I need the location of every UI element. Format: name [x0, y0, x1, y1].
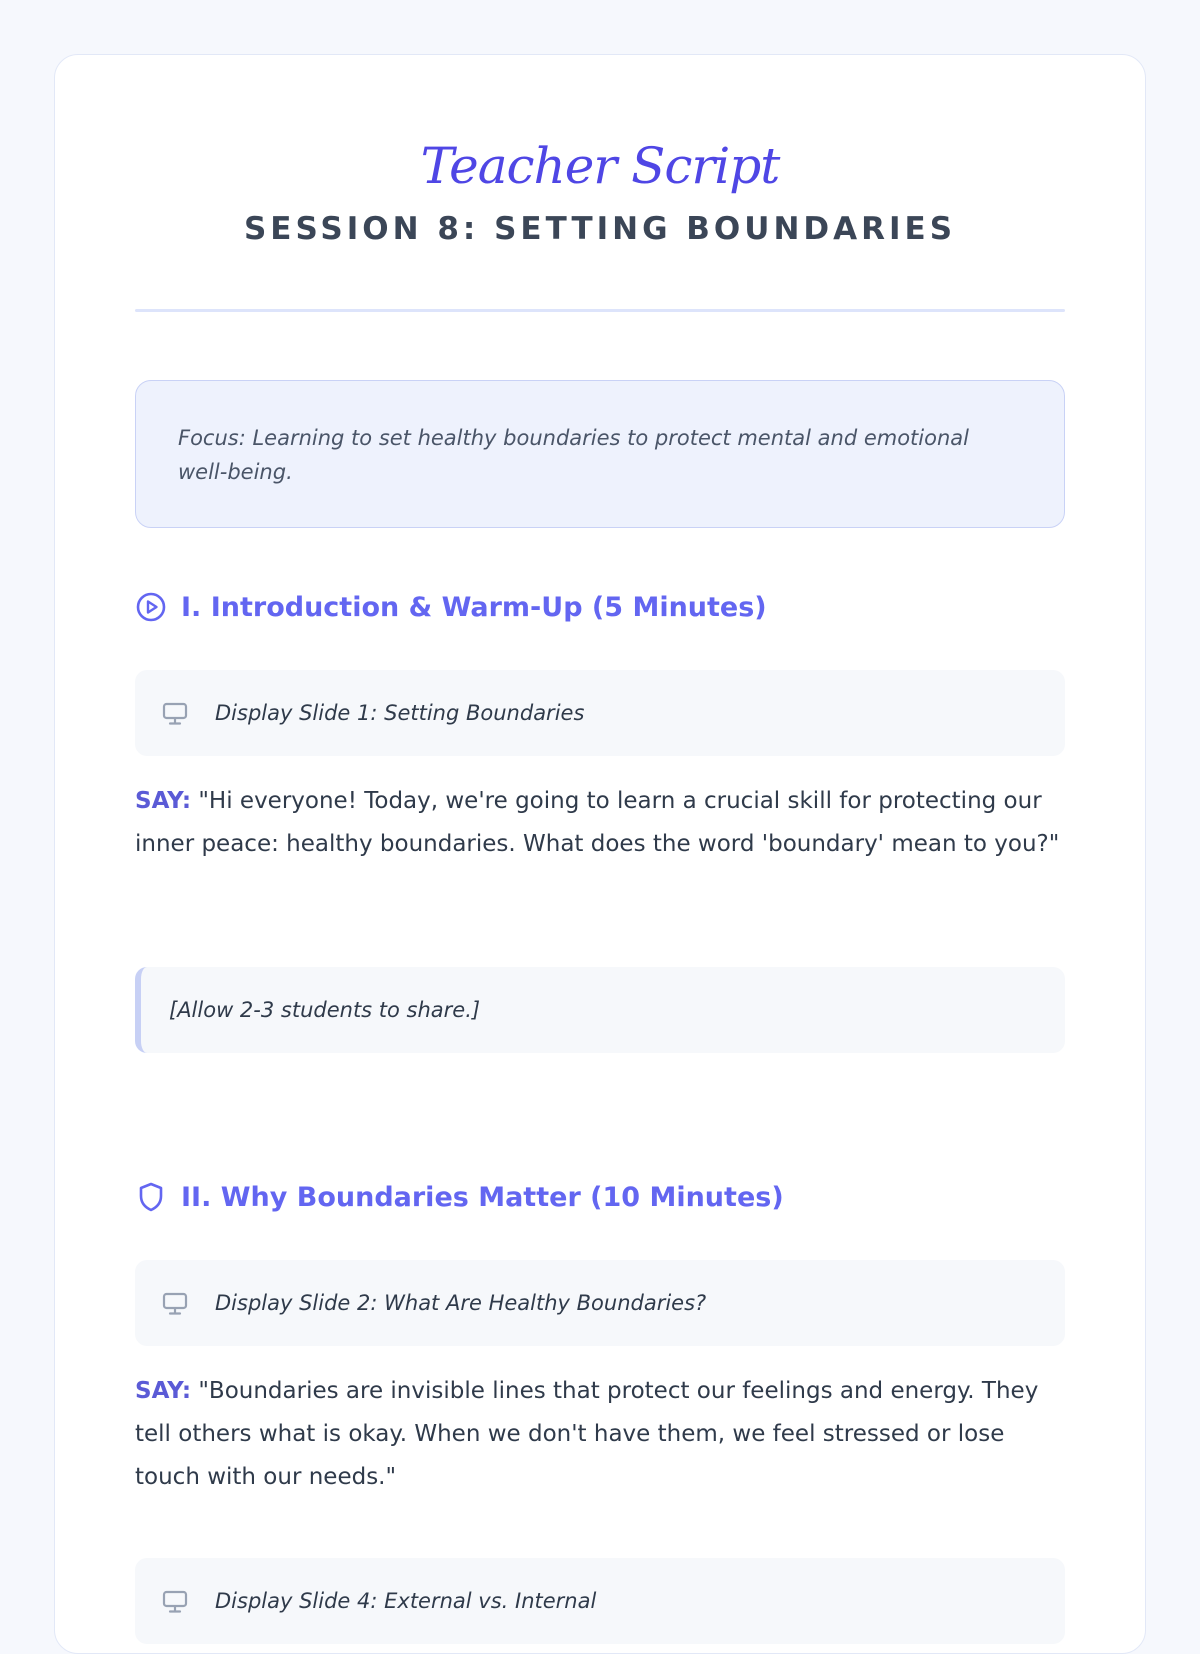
section-heading-text: I. Introduction & Warm-Up (5 Minutes): [181, 591, 767, 623]
shield-icon: [135, 1180, 169, 1214]
script-card: [54, 54, 1146, 1654]
teacher-note-text: [Allow 2-3 students to share.]: [169, 998, 481, 1022]
say-paragraph: [135, 780, 1065, 866]
play-circle-icon: [135, 590, 169, 624]
say-paragraph: [135, 1370, 1065, 1499]
slide-cue-text: Display Slide 1: Setting Boundaries: [215, 701, 585, 725]
focus-text: Focus: Learning to set healthy boundaries to protect mental and emotional well-being.: [178, 426, 969, 484]
teacher-note-box: [135, 967, 1065, 1053]
say-text: "Hi everyone! Today, we're going to learn a crucial skill for protecting our inner peace: healthy boundaries. What does the word 'boundary' mean to you?": [135, 788, 1060, 857]
say-label: SAY:: [135, 788, 192, 814]
header-divider: [135, 309, 1065, 312]
page-title: Teacher Script: [420, 137, 780, 195]
slide-cue-box: [135, 1558, 1065, 1644]
slide-cue-box: [135, 1260, 1065, 1346]
session-subtitle: SESSION 8: SETTING BOUNDARIES: [243, 211, 957, 247]
say-label: SAY:: [135, 1378, 192, 1404]
focus-box: [135, 380, 1065, 528]
section-heading-introduction: [135, 587, 1065, 627]
monitor-icon: [161, 1586, 191, 1616]
monitor-icon: [161, 1288, 191, 1318]
monitor-icon: [161, 698, 191, 728]
slide-cue-text: Display Slide 4: External vs. Internal: [215, 1589, 597, 1613]
say-text: "Boundaries are invisible lines that protect our feelings and energy. They tell others what is okay. When we don't have them, we feel stressed or lose touch with our needs.": [135, 1378, 1039, 1490]
slide-cue-box: [135, 670, 1065, 756]
section-heading-why-boundaries: [135, 1177, 1065, 1217]
section-heading-text: II. Why Boundaries Matter (10 Minutes): [181, 1181, 784, 1213]
slide-cue-text: Display Slide 2: What Are Healthy Boundaries?: [215, 1291, 707, 1315]
